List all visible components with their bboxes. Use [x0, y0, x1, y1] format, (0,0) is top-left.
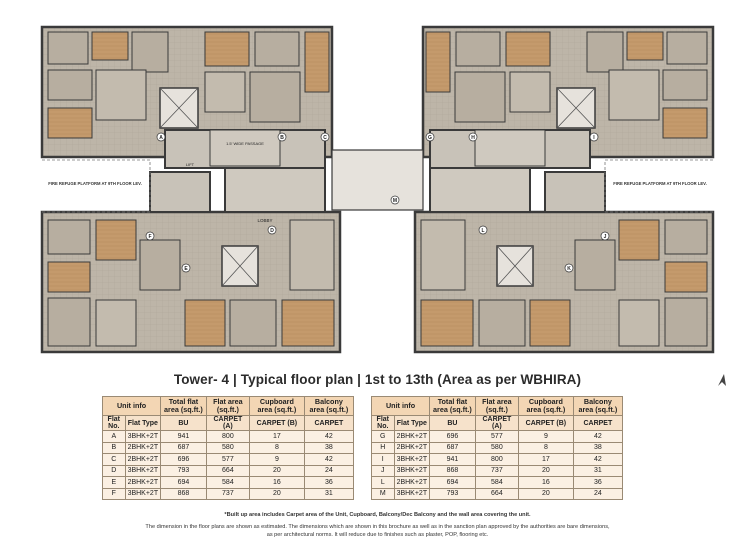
- block-lower-right: [415, 168, 713, 352]
- cell-cupboard: 8: [519, 442, 574, 454]
- header-total-area: Total flat area (sq.ft.): [430, 397, 476, 416]
- cell-cupboard: 20: [519, 465, 574, 477]
- cell-bu: 941: [430, 454, 476, 466]
- table-row: [103, 465, 354, 477]
- cell-bu: 694: [430, 477, 476, 489]
- cell-flat-no: C: [103, 454, 126, 466]
- unit-marker-j: J: [603, 234, 607, 240]
- refuge-label-right: FIRE REFUGE PLATFORM AT 9TH FLOOR LEV.: [613, 181, 707, 186]
- cell-carpet: 584: [475, 477, 518, 489]
- block-lower-left: [42, 168, 340, 352]
- cell-cupboard: 16: [519, 477, 574, 489]
- cell-flat-no: I: [372, 454, 395, 466]
- unit-marker-k: K: [567, 266, 571, 272]
- table-row: [103, 442, 354, 454]
- refuge-outline-left: [42, 160, 150, 212]
- subheader-carpet-a: CARPET (A): [475, 416, 518, 431]
- header-balcony-area: Balcony area (sq.ft.): [304, 397, 353, 416]
- block-upper-right: [423, 27, 713, 168]
- cell-bu: 868: [430, 465, 476, 477]
- cell-bu: 793: [430, 488, 476, 500]
- cell-flat-type: 2BHK+2T: [125, 454, 161, 466]
- cell-balcony: 42: [304, 431, 353, 443]
- unit-marker-h: H: [471, 135, 475, 141]
- north-arrow-icon: [712, 370, 732, 390]
- footnote-dimensions: The dimension in the floor plans are shown as estimated. The dimensions which are shown in this brochure as well as in the sanction plan approved by the authorities are bare dimensions,: [145, 524, 610, 530]
- cell-flat-type: 3BHK+2T: [394, 465, 430, 477]
- subheader-flat-no: Flat No.: [103, 416, 126, 431]
- subheader-bu: BU: [430, 416, 476, 431]
- subheader-carpet: CARPET: [573, 416, 622, 431]
- cell-carpet: 577: [475, 431, 518, 443]
- cell-carpet: 584: [206, 477, 249, 489]
- table-row: [103, 454, 354, 466]
- unit-marker-e: E: [184, 266, 188, 272]
- cell-flat-no: H: [372, 442, 395, 454]
- header-unit-info: Unit info: [103, 397, 161, 416]
- block-upper-left: [42, 27, 332, 168]
- lift-label: LIFT: [185, 162, 195, 167]
- cell-carpet: 737: [206, 488, 249, 500]
- cell-balcony: 24: [573, 488, 622, 500]
- cell-balcony: 36: [304, 477, 353, 489]
- cell-balcony: 38: [573, 442, 622, 454]
- cell-cupboard: 9: [250, 454, 305, 466]
- table-row: [372, 488, 623, 500]
- subheader-carpet-b: CARPET (B): [519, 416, 574, 431]
- subheader-carpet: CARPET: [304, 416, 353, 431]
- cell-flat-type: 3BHK+2T: [125, 465, 161, 477]
- subheader-carpet-b: CARPET (B): [250, 416, 305, 431]
- unit-marker-c: C: [323, 135, 327, 141]
- subheader-flat-type: Flat Type: [125, 416, 161, 431]
- table-row: [372, 477, 623, 489]
- cell-carpet: 580: [206, 442, 249, 454]
- cell-cupboard: 20: [250, 488, 305, 500]
- cell-flat-no: F: [103, 488, 126, 500]
- cell-balcony: 24: [304, 465, 353, 477]
- cell-bu: 793: [161, 465, 207, 477]
- cell-cupboard: 17: [250, 431, 305, 443]
- table-row: [372, 454, 623, 466]
- cell-balcony: 36: [573, 477, 622, 489]
- unit-marker-d: D: [270, 228, 274, 234]
- central-core: [332, 150, 423, 210]
- cell-flat-no: J: [372, 465, 395, 477]
- header-unit-info: Unit info: [372, 397, 430, 416]
- cell-carpet: 664: [475, 488, 518, 500]
- cell-flat-type: 2BHK+2T: [125, 477, 161, 489]
- cell-flat-no: D: [103, 465, 126, 477]
- cell-balcony: 42: [573, 431, 622, 443]
- cell-flat-no: E: [103, 477, 126, 489]
- cell-bu: 694: [161, 477, 207, 489]
- refuge-outline-right: [605, 160, 713, 212]
- cell-cupboard: 20: [250, 465, 305, 477]
- cell-bu: 696: [161, 454, 207, 466]
- unit-marker-g: G: [428, 135, 432, 141]
- cell-flat-no: A: [103, 431, 126, 443]
- cell-flat-type: 3BHK+2T: [394, 454, 430, 466]
- cell-balcony: 31: [304, 488, 353, 500]
- cell-flat-type: 2BHK+2T: [394, 431, 430, 443]
- area-table-left: [102, 396, 354, 500]
- footnote-built-up: *Built up area includes Carpet area of the Unit, Cupboard, Balcony/Dec Balcony and the wall area covering the unit.: [224, 512, 531, 518]
- area-table-right: [371, 396, 623, 500]
- header-total-area: Total flat area (sq.ft.): [161, 397, 207, 416]
- cell-flat-no: L: [372, 477, 395, 489]
- header-flat-area: Flat area (sq.ft.): [475, 397, 518, 416]
- header-cupboard-area: Cupboard area (sq.ft.): [250, 397, 305, 416]
- cell-flat-type: 2BHK+2T: [125, 442, 161, 454]
- cell-flat-type: 3BHK+2T: [125, 488, 161, 500]
- cell-cupboard: 9: [519, 431, 574, 443]
- cell-bu: 868: [161, 488, 207, 500]
- cell-balcony: 31: [573, 465, 622, 477]
- unit-marker-l: L: [481, 228, 485, 234]
- cell-bu: 696: [430, 431, 476, 443]
- lobby-label: LOBBY: [257, 218, 273, 223]
- refuge-label-left: FIRE REFUGE PLATFORM AT 9TH FLOOR LEV.: [48, 181, 142, 186]
- cell-balcony: 38: [304, 442, 353, 454]
- cell-carpet: 800: [475, 454, 518, 466]
- unit-marker-i: I: [593, 135, 595, 141]
- cell-bu: 687: [430, 442, 476, 454]
- cell-flat-no: B: [103, 442, 126, 454]
- cell-flat-no: M: [372, 488, 395, 500]
- unit-marker-b: B: [280, 135, 284, 141]
- cell-cupboard: 8: [250, 442, 305, 454]
- header-flat-area: Flat area (sq.ft.): [206, 397, 249, 416]
- subheader-flat-type: Flat Type: [394, 416, 430, 431]
- cell-balcony: 42: [573, 454, 622, 466]
- passage-label: 1.5' WIDE PASSAGE: [226, 141, 264, 146]
- footnote-dimensions-cont: as per architectural norms. It will reduce due to finishes such as plaster, POP, flooring etc.: [266, 532, 489, 538]
- cell-carpet: 664: [206, 465, 249, 477]
- table-row: [372, 431, 623, 443]
- cell-flat-type: 2BHK+2T: [394, 477, 430, 489]
- cell-flat-no: G: [372, 431, 395, 443]
- subheader-flat-no: Flat No.: [372, 416, 395, 431]
- cell-carpet: 580: [475, 442, 518, 454]
- cell-cupboard: 17: [519, 454, 574, 466]
- page-title: Tower- 4 | Typical floor plan | 1st to 13th (Area as per WBHIRA): [173, 372, 582, 387]
- cell-flat-type: 3BHK+2T: [394, 488, 430, 500]
- table-row: [372, 465, 623, 477]
- subheader-carpet-a: CARPET (A): [206, 416, 249, 431]
- table-row: [103, 431, 354, 443]
- cell-bu: 687: [161, 442, 207, 454]
- cell-carpet: 800: [206, 431, 249, 443]
- unit-marker-f: F: [148, 234, 152, 240]
- cell-carpet: 577: [206, 454, 249, 466]
- cell-bu: 941: [161, 431, 207, 443]
- cell-flat-type: 3BHK+2T: [125, 431, 161, 443]
- cell-cupboard: 16: [250, 477, 305, 489]
- header-balcony-area: Balcony area (sq.ft.): [573, 397, 622, 416]
- table-row: [103, 477, 354, 489]
- unit-marker-m: M: [392, 198, 398, 204]
- subheader-bu: BU: [161, 416, 207, 431]
- cell-carpet: 737: [475, 465, 518, 477]
- header-cupboard-area: Cupboard area (sq.ft.): [519, 397, 574, 416]
- table-row: [103, 488, 354, 500]
- cell-cupboard: 20: [519, 488, 574, 500]
- unit-marker-a: A: [159, 135, 163, 141]
- table-row: [372, 442, 623, 454]
- cell-flat-type: 2BHK+2T: [394, 442, 430, 454]
- cell-balcony: 42: [304, 454, 353, 466]
